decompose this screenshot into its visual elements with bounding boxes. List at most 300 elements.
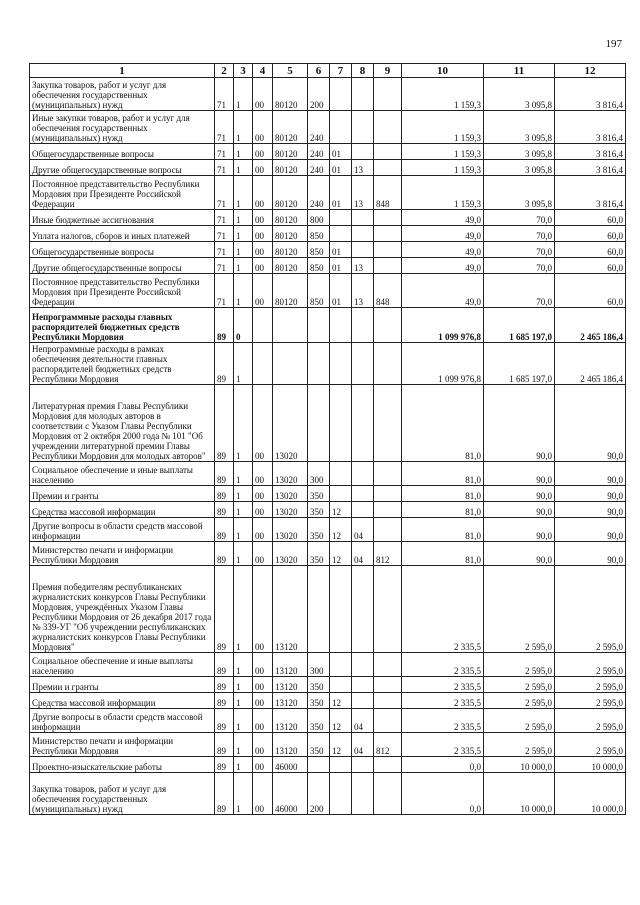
chapter: 12 — [330, 709, 352, 733]
target-code: 13120 — [273, 677, 308, 693]
amount-col-12: 90,0 — [555, 542, 626, 566]
ministry-code — [374, 677, 402, 693]
subchapter — [352, 226, 374, 242]
amount-col-10: 2 335,5 — [402, 677, 484, 693]
amount-col-10: 1 159,3 — [402, 144, 484, 160]
table-row — [30, 566, 626, 653]
ministry-code — [374, 226, 402, 242]
column-header-4: 4 — [253, 64, 273, 78]
target-code — [273, 308, 308, 343]
target-code: 13120 — [273, 733, 308, 757]
amount-col-10: 49,0 — [402, 258, 484, 274]
section-code: 1 — [234, 566, 253, 653]
target-code: 13020 — [273, 542, 308, 566]
amount-col-10: 49,0 — [402, 242, 484, 258]
subsection-code: 00 — [253, 160, 273, 176]
admin-code: 89 — [215, 693, 234, 709]
admin-code: 71 — [215, 210, 234, 226]
section-code: 1 — [234, 733, 253, 757]
amount-col-10: 2 335,5 — [402, 693, 484, 709]
expense-type: 350 — [308, 502, 330, 518]
amount-col-12: 2 595,0 — [555, 733, 626, 757]
page-number: 197 — [605, 38, 622, 50]
expense-type — [308, 385, 330, 462]
subsection-code: 00 — [253, 757, 273, 773]
item-name: Иные закупки товаров, работ и услуг для обеспечения государственных (муниципальных) нужд — [30, 111, 215, 144]
expense-type — [308, 757, 330, 773]
chapter — [330, 385, 352, 462]
admin-code: 89 — [215, 542, 234, 566]
subchapter: 13 — [352, 176, 374, 210]
amount-col-10: 2 335,5 — [402, 566, 484, 653]
subsection-code: 00 — [253, 653, 273, 677]
admin-code: 89 — [215, 308, 234, 343]
admin-code: 89 — [215, 502, 234, 518]
item-name: Социальное обеспечение и иные выплаты населению — [30, 462, 215, 486]
subchapter: 04 — [352, 542, 374, 566]
item-name: Социальное обеспечение и иные выплаты населению — [30, 653, 215, 677]
table-row — [30, 111, 626, 144]
table-row — [30, 653, 626, 677]
item-name: Премия победителям республиканских журналистских конкурсов Главы Республики Мордовия, учреждённых Указом Главы Республики Мордовия от 26 декабря 2017 года № 339-УГ "Об учреждении республиканских журналистских конкурсов Главы Республики Мордовия" — [30, 566, 215, 653]
column-header-2: 2 — [215, 64, 234, 78]
table-row — [30, 462, 626, 486]
target-code: 80120 — [273, 160, 308, 176]
expense-type: 850 — [308, 274, 330, 308]
amount-col-11: 2 595,0 — [484, 566, 555, 653]
amount-col-10: 1 159,3 — [402, 78, 484, 111]
table-row — [30, 773, 626, 815]
expense-type: 240 — [308, 176, 330, 210]
item-name: Непрограммные расходы в рамках обеспечения деятельности главных распорядителей бюджетных средств Республики Мордовия — [30, 343, 215, 385]
amount-col-11: 2 595,0 — [484, 677, 555, 693]
table-header — [30, 64, 626, 78]
expense-type — [308, 343, 330, 385]
ministry-code — [374, 343, 402, 385]
ministry-code — [374, 385, 402, 462]
section-code: 1 — [234, 693, 253, 709]
admin-code: 71 — [215, 78, 234, 111]
amount-col-12: 3 816,4 — [555, 176, 626, 210]
expense-type: 300 — [308, 653, 330, 677]
subchapter — [352, 111, 374, 144]
chapter: 01 — [330, 160, 352, 176]
subchapter — [352, 677, 374, 693]
section-code: 1 — [234, 258, 253, 274]
amount-col-10: 49,0 — [402, 226, 484, 242]
item-name: Постоянное представительство Республики Мордовия при Президенте Российской Федерации — [30, 274, 215, 308]
admin-code: 89 — [215, 733, 234, 757]
subsection-code: 00 — [253, 518, 273, 542]
expense-type: 350 — [308, 542, 330, 566]
amount-col-10: 81,0 — [402, 542, 484, 566]
column-header-6: 6 — [308, 64, 330, 78]
amount-col-10: 1 159,3 — [402, 160, 484, 176]
item-name: Премии и гранты — [30, 677, 215, 693]
target-code: 13120 — [273, 693, 308, 709]
section-code: 1 — [234, 210, 253, 226]
item-name: Проектно-изыскательские работы — [30, 757, 215, 773]
admin-code: 89 — [215, 757, 234, 773]
amount-col-12: 2 595,0 — [555, 677, 626, 693]
amount-col-12: 3 816,4 — [555, 111, 626, 144]
amount-col-11: 90,0 — [484, 486, 555, 502]
expense-type — [308, 566, 330, 653]
expense-type: 200 — [308, 78, 330, 111]
section-code: 1 — [234, 502, 253, 518]
item-name: Средства массовой информации — [30, 502, 215, 518]
amount-col-11: 70,0 — [484, 242, 555, 258]
section-code: 1 — [234, 385, 253, 462]
column-header-7: 7 — [330, 64, 352, 78]
amount-col-10: 81,0 — [402, 486, 484, 502]
chapter: 01 — [330, 242, 352, 258]
amount-col-12: 2 595,0 — [555, 566, 626, 653]
ministry-code — [374, 308, 402, 343]
expense-type: 350 — [308, 518, 330, 542]
table-row — [30, 226, 626, 242]
table-row — [30, 693, 626, 709]
table-row — [30, 757, 626, 773]
amount-col-12: 3 816,4 — [555, 160, 626, 176]
amount-col-11: 90,0 — [484, 518, 555, 542]
ministry-code — [374, 78, 402, 111]
chapter — [330, 462, 352, 486]
subchapter: 04 — [352, 709, 374, 733]
ministry-code — [374, 160, 402, 176]
amount-col-11: 10 000,0 — [484, 773, 555, 815]
ministry-code — [374, 242, 402, 258]
expense-type: 800 — [308, 210, 330, 226]
chapter: 12 — [330, 502, 352, 518]
amount-col-10: 0,0 — [402, 757, 484, 773]
admin-code: 89 — [215, 677, 234, 693]
amount-col-10: 1 099 976,8 — [402, 343, 484, 385]
admin-code: 89 — [215, 709, 234, 733]
chapter — [330, 226, 352, 242]
amount-col-10: 2 335,5 — [402, 709, 484, 733]
amount-col-11: 70,0 — [484, 210, 555, 226]
subsection-code: 00 — [253, 144, 273, 160]
amount-col-11: 3 095,8 — [484, 144, 555, 160]
amount-col-11: 90,0 — [484, 385, 555, 462]
section-code: 1 — [234, 518, 253, 542]
target-code: 80120 — [273, 78, 308, 111]
ministry-code — [374, 518, 402, 542]
expense-type: 350 — [308, 677, 330, 693]
table-row — [30, 733, 626, 757]
admin-code: 71 — [215, 226, 234, 242]
ministry-code — [374, 210, 402, 226]
subchapter — [352, 210, 374, 226]
column-header-12: 12 — [555, 64, 626, 78]
section-code: 1 — [234, 462, 253, 486]
item-name: Другие общегосударственные вопросы — [30, 258, 215, 274]
column-header-9: 9 — [374, 64, 402, 78]
target-code: 80120 — [273, 176, 308, 210]
amount-col-11: 2 595,0 — [484, 693, 555, 709]
target-code: 13020 — [273, 385, 308, 462]
section-code: 1 — [234, 111, 253, 144]
header-row — [30, 64, 626, 78]
section-code: 0 — [234, 308, 253, 343]
subsection-code — [253, 343, 273, 385]
subsection-code: 00 — [253, 462, 273, 486]
chapter — [330, 111, 352, 144]
target-code: 13120 — [273, 709, 308, 733]
section-code: 1 — [234, 757, 253, 773]
amount-col-12: 60,0 — [555, 210, 626, 226]
chapter — [330, 566, 352, 653]
target-code: 13120 — [273, 653, 308, 677]
target-code: 80120 — [273, 258, 308, 274]
section-code: 1 — [234, 176, 253, 210]
subsection-code: 00 — [253, 258, 273, 274]
amount-col-12: 2 465 186,4 — [555, 343, 626, 385]
table-row — [30, 343, 626, 385]
item-name: Общегосударственные вопросы — [30, 144, 215, 160]
amount-col-10: 49,0 — [402, 210, 484, 226]
item-name: Закупка товаров, работ и услуг для обеспечения государственных (муниципальных) нужд — [30, 773, 215, 815]
chapter — [330, 210, 352, 226]
ministry-code: 812 — [374, 733, 402, 757]
subchapter — [352, 773, 374, 815]
admin-code: 89 — [215, 343, 234, 385]
subchapter — [352, 385, 374, 462]
section-code: 1 — [234, 78, 253, 111]
item-name: Уплата налогов, сборов и иных платежей — [30, 226, 215, 242]
admin-code: 71 — [215, 144, 234, 160]
ministry-code — [374, 653, 402, 677]
chapter — [330, 757, 352, 773]
amount-col-12: 90,0 — [555, 462, 626, 486]
ministry-code — [374, 144, 402, 160]
amount-col-12: 90,0 — [555, 502, 626, 518]
amount-col-11: 70,0 — [484, 274, 555, 308]
table-row — [30, 210, 626, 226]
table-row — [30, 677, 626, 693]
item-name: Непрограммные расходы главных распорядителей бюджетных средств Республики Мордовия — [30, 308, 215, 343]
amount-col-11: 10 000,0 — [484, 757, 555, 773]
table-row — [30, 385, 626, 462]
section-code: 1 — [234, 242, 253, 258]
subsection-code: 00 — [253, 226, 273, 242]
chapter: 01 — [330, 176, 352, 210]
expense-type: 240 — [308, 111, 330, 144]
chapter: 12 — [330, 518, 352, 542]
expense-type: 850 — [308, 258, 330, 274]
table-body — [30, 78, 626, 815]
ministry-code — [374, 258, 402, 274]
expense-type: 350 — [308, 709, 330, 733]
subchapter — [352, 502, 374, 518]
subsection-code — [253, 308, 273, 343]
table-row — [30, 144, 626, 160]
expense-type: 850 — [308, 226, 330, 242]
amount-col-12: 3 816,4 — [555, 144, 626, 160]
item-name: Другие вопросы в области средств массовой информации — [30, 518, 215, 542]
item-name: Постоянное представительство Республики Мордовия при Президенте Российской Федерации — [30, 176, 215, 210]
amount-col-12: 2 465 186,4 — [555, 308, 626, 343]
amount-col-11: 90,0 — [484, 462, 555, 486]
target-code: 13020 — [273, 502, 308, 518]
column-header-8: 8 — [352, 64, 374, 78]
amount-col-11: 90,0 — [484, 502, 555, 518]
ministry-code — [374, 111, 402, 144]
target-code: 13020 — [273, 486, 308, 502]
section-code: 1 — [234, 709, 253, 733]
subchapter — [352, 757, 374, 773]
target-code: 13020 — [273, 462, 308, 486]
table-row — [30, 308, 626, 343]
amount-col-12: 60,0 — [555, 258, 626, 274]
amount-col-10: 81,0 — [402, 502, 484, 518]
expense-type: 240 — [308, 144, 330, 160]
subsection-code: 00 — [253, 709, 273, 733]
chapter: 12 — [330, 733, 352, 757]
table-row — [30, 542, 626, 566]
admin-code: 89 — [215, 486, 234, 502]
amount-col-10: 81,0 — [402, 385, 484, 462]
admin-code: 89 — [215, 385, 234, 462]
section-code: 1 — [234, 653, 253, 677]
subchapter — [352, 308, 374, 343]
section-code: 1 — [234, 542, 253, 566]
subsection-code: 00 — [253, 693, 273, 709]
section-code: 1 — [234, 677, 253, 693]
chapter: 12 — [330, 542, 352, 566]
table-row — [30, 518, 626, 542]
admin-code: 89 — [215, 462, 234, 486]
chapter: 12 — [330, 693, 352, 709]
subchapter — [352, 462, 374, 486]
admin-code: 71 — [215, 274, 234, 308]
amount-col-12: 60,0 — [555, 274, 626, 308]
subchapter — [352, 693, 374, 709]
target-code: 46000 — [273, 757, 308, 773]
amount-col-11: 2 595,0 — [484, 733, 555, 757]
subsection-code: 00 — [253, 566, 273, 653]
admin-code: 71 — [215, 111, 234, 144]
amount-col-11: 3 095,8 — [484, 160, 555, 176]
amount-col-11: 70,0 — [484, 258, 555, 274]
subsection-code: 00 — [253, 274, 273, 308]
expense-type: 850 — [308, 242, 330, 258]
target-code: 46000 — [273, 773, 308, 815]
table-row — [30, 176, 626, 210]
section-code: 1 — [234, 144, 253, 160]
admin-code: 71 — [215, 242, 234, 258]
subsection-code: 00 — [253, 78, 273, 111]
table-row — [30, 160, 626, 176]
subchapter — [352, 343, 374, 385]
section-code: 1 — [234, 226, 253, 242]
amount-col-10: 1 099 976,8 — [402, 308, 484, 343]
amount-col-11: 90,0 — [484, 542, 555, 566]
subsection-code: 00 — [253, 242, 273, 258]
amount-col-11: 3 095,8 — [484, 78, 555, 111]
amount-col-11: 2 595,0 — [484, 709, 555, 733]
target-code: 13020 — [273, 518, 308, 542]
ministry-code — [374, 486, 402, 502]
subchapter: 13 — [352, 258, 374, 274]
item-name: Другие общегосударственные вопросы — [30, 160, 215, 176]
amount-col-11: 3 095,8 — [484, 176, 555, 210]
subsection-code: 00 — [253, 210, 273, 226]
expense-type: 300 — [308, 462, 330, 486]
target-code: 80120 — [273, 242, 308, 258]
table-row — [30, 709, 626, 733]
subsection-code: 00 — [253, 773, 273, 815]
ministry-code — [374, 757, 402, 773]
amount-col-11: 3 095,8 — [484, 111, 555, 144]
subsection-code: 00 — [253, 176, 273, 210]
item-name: Средства массовой информации — [30, 693, 215, 709]
item-name: Министерство печати и информации Республики Мордовия — [30, 733, 215, 757]
chapter — [330, 677, 352, 693]
ministry-code — [374, 566, 402, 653]
subchapter: 13 — [352, 160, 374, 176]
subsection-code: 00 — [253, 542, 273, 566]
subchapter — [352, 653, 374, 677]
amount-col-10: 49,0 — [402, 274, 484, 308]
subchapter — [352, 566, 374, 653]
amount-col-10: 81,0 — [402, 518, 484, 542]
amount-col-12: 90,0 — [555, 385, 626, 462]
table-row — [30, 78, 626, 111]
ministry-code: 848 — [374, 274, 402, 308]
ministry-code — [374, 773, 402, 815]
admin-code: 71 — [215, 258, 234, 274]
expense-type: 240 — [308, 160, 330, 176]
table-row — [30, 502, 626, 518]
subsection-code: 00 — [253, 385, 273, 462]
expense-type: 200 — [308, 773, 330, 815]
budget-table — [29, 63, 626, 815]
amount-col-12: 2 595,0 — [555, 709, 626, 733]
chapter — [330, 308, 352, 343]
subchapter — [352, 144, 374, 160]
admin-code: 89 — [215, 773, 234, 815]
subchapter — [352, 486, 374, 502]
column-header-11: 11 — [484, 64, 555, 78]
amount-col-10: 0,0 — [402, 773, 484, 815]
ministry-code — [374, 709, 402, 733]
ministry-code: 812 — [374, 542, 402, 566]
amount-col-12: 90,0 — [555, 486, 626, 502]
admin-code: 71 — [215, 176, 234, 210]
section-code: 1 — [234, 486, 253, 502]
admin-code: 71 — [215, 160, 234, 176]
subchapter: 04 — [352, 518, 374, 542]
subchapter: 04 — [352, 733, 374, 757]
chapter: 01 — [330, 144, 352, 160]
admin-code: 89 — [215, 653, 234, 677]
item-name: Закупка товаров, работ и услуг для обеспечения государственных (муниципальных) нужд — [30, 78, 215, 111]
item-name: Премии и гранты — [30, 486, 215, 502]
amount-col-10: 1 159,3 — [402, 176, 484, 210]
amount-col-10: 2 335,5 — [402, 653, 484, 677]
item-name: Министерство печати и информации Республики Мордовия — [30, 542, 215, 566]
chapter: 01 — [330, 258, 352, 274]
ministry-code — [374, 693, 402, 709]
amount-col-11: 70,0 — [484, 226, 555, 242]
subsection-code: 00 — [253, 486, 273, 502]
amount-col-11: 1 685 197,0 — [484, 343, 555, 385]
subsection-code: 00 — [253, 733, 273, 757]
expense-type — [308, 308, 330, 343]
amount-col-12: 10 000,0 — [555, 773, 626, 815]
